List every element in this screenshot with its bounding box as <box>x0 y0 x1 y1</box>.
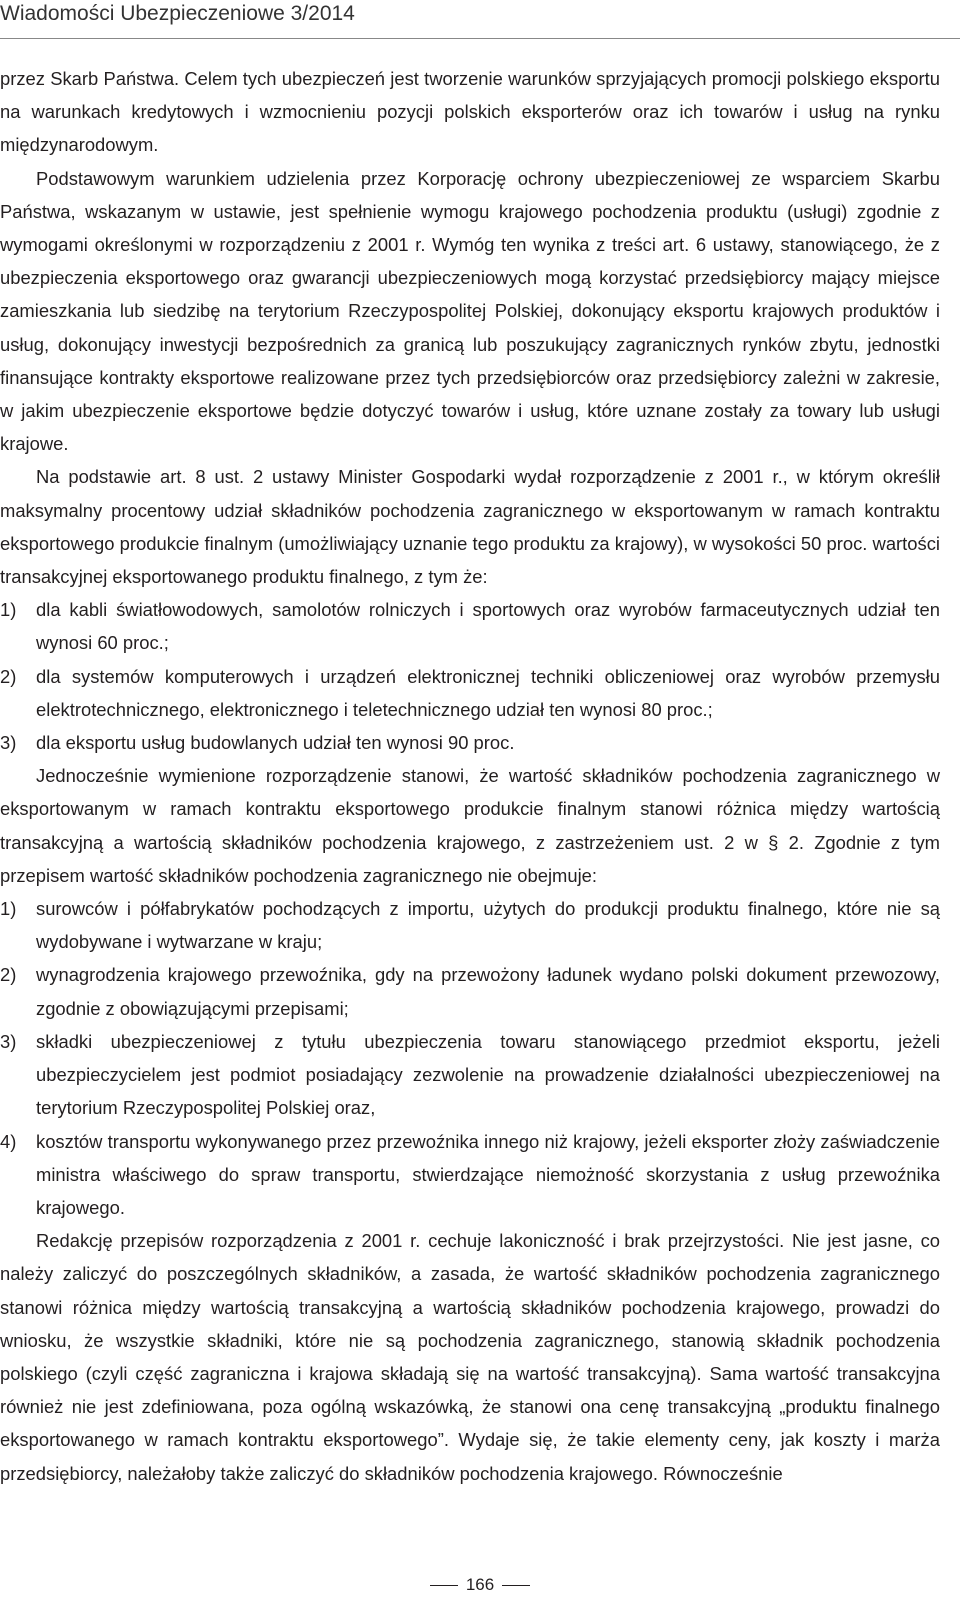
list-item-text: dla systemów komputerowych i urządzeń elektronicznej techniki obliczeniowej oraz wyrobów przemysłu elektrotechnicznego, elektronicznego i teletechnicznego udział ten wynosi 80 proc.; <box>36 665 940 720</box>
list-item-text: kosztów transportu wykonywanego przez przewoźnika innego niż krajowy, jeżeli eksporter złoży zaświadczenie ministra właściwego do spraw transportu, stwierdzające niemożność skorzystania z usług przewoźnika krajowego. <box>36 1130 940 1218</box>
list-item <box>0 593 940 659</box>
paragraph-4: Jednocześnie wymienione rozporządzenie stanowi, że wartość składników pochodzenia zagranicznego w eksportowanym w ramach kontraktu eksportowego produkcie finalnym stanowi różnica między wartością transakcyjną a wartością składników pochodzenia krajowego, z zastrzeżeniem ust. 2 w § 2. Zgodnie z tym przepisem wartość składników pochodzenia zagranicznego nie obejmuje: <box>0 765 940 886</box>
list-item-number: 1) <box>0 599 17 621</box>
percentage-list <box>0 593 940 759</box>
list-item <box>0 726 940 759</box>
list-item-text: surowców i półfabrykatów pochodzących z importu, użytych do produkcji produktu finalnego, które nie są wydobywane i wytwarzane w kraju; <box>36 898 940 953</box>
list-item-number: 2) <box>0 665 17 687</box>
article-body <box>0 62 940 1490</box>
list-item-number: 1) <box>0 898 17 920</box>
paragraph-5: Redakcję przepisów rozporządzenia z 2001 r. cechuje lakoniczność i brak przejrzystości. Nie jest jasne, co należy zaliczyć do poszczególnych składników, a zasada, że wartość składników pochodzenia zagranicznego stanowi różnica między wartością transakcyjną a wartością składników pochodzenia krajowego, prowadzi do wniosku, że wszystkie składniki, które nie są pochodzenia zagranicznego, stanowią składnik pochodzenia polskiego (czyli część zagraniczna i krajowa składają się na wartość transakcyjną). Sama wartość transakcyjna również nie jest zdefiniowana, poza ogólną wskazówką, że stanowi ona cenę transakcyjną „produktu finalnego eksportowanego w ramach kontraktu eksportowego”. Wydaje się, że takie elementy ceny, jak koszty i marża przedsiębiorcy, należałoby także zaliczyć do składników pochodzenia krajowego. Równocześnie <box>0 1230 940 1484</box>
exclusions-list <box>0 892 940 1224</box>
list-item-number: 4) <box>0 1130 17 1152</box>
list-item-text: dla eksportu usług budowlanych udział ten wynosi 90 proc. <box>36 732 515 754</box>
list-item-number: 2) <box>0 964 17 986</box>
footer-dash-left <box>430 1585 458 1586</box>
page-footer <box>0 1574 960 1598</box>
journal-title: Wiadomości Ubezpieczeniowe 3/2014 <box>0 2 355 25</box>
list-item-number: 3) <box>0 1030 17 1052</box>
list-item <box>0 958 940 1024</box>
list-item-text: składki ubezpieczeniowej z tytułu ubezpieczenia towaru stanowiącego przedmiot eksportu, jeżeli ubezpieczycielem jest podmiot posiadający zezwolenie na prowadzenie działalności ubezpieczeniowej na terytorium Rzeczypospolitej Polskiej oraz, <box>36 1030 940 1119</box>
list-item <box>0 892 940 958</box>
list-item-number: 3) <box>0 732 17 754</box>
paragraph-3: Na podstawie art. 8 ust. 2 ustawy Minister Gospodarki wydał rozporządzenie z 2001 r., w którym określił maksymalny procentowy udział składników pochodzenia zagranicznego w eksportowanym w ramach kontraktu eksportowego produkcie finalnym (umożliwiający uznanie tego produktu za krajowy), w wysokości 50 proc. wartości transakcyjnej eksportowanego produktu finalnego, z tym że: <box>0 466 940 588</box>
list-item <box>0 1125 940 1225</box>
list-item <box>0 1025 940 1125</box>
footer-dash-right <box>502 1585 530 1586</box>
page-number: 166 <box>465 1575 495 1594</box>
list-item-text: wynagrodzenia krajowego przewoźnika, gdy na przewożony ładunek wydano polski dokument przewozowy, zgodnie z obowiązującymi przepisami; <box>36 964 940 1019</box>
page-header <box>0 0 960 40</box>
header-divider <box>0 38 960 39</box>
list-item-text: dla kabli światłowodowych, samolotów rolniczych i sportowych oraz wyrobów farmaceutycznych udział ten wynosi 60 proc.; <box>36 599 940 654</box>
list-item <box>0 660 940 726</box>
paragraph-2: Podstawowym warunkiem udzielenia przez Korporację ochrony ubezpieczeniowej ze wsparciem Skarbu Państwa, wskazanym w ustawie, jest spełnienie wymogu krajowego pochodzenia produktu (usługi) zgodnie z wymogami określonymi w rozporządzeniu z 2001 r. Wymóg ten wynika z treści art. 6 ustawy, stanowiącego, że z ubezpieczenia eksportowego oraz gwarancji ubezpieczeniowych mogą korzystać przedsiębiorcy mający miejsce zamieszkania lub siedzibę na terytorium Rzeczypospolitej Polskiej, dokonujący eksportu krajowych produktów i usług, dokonujący inwestycji bezpośrednich za granicą lub poszukujący zagranicznych rynków zbytu, jednostki finansujące kontrakty eksportowe realizowane przez tych przedsiębiorców oraz przedsiębiorcy zależni w zakresie, w jakim ubezpieczenie eksportowe będzie dotyczyć towarów i usług, które uznane zostały za towary lub usługi krajowe. <box>0 167 940 455</box>
paragraph-1: przez Skarb Państwa. Celem tych ubezpieczeń jest tworzenie warunków sprzyjających promocji polskiego eksportu na warunkach kredytowych i wzmocnieniu pozycji polskich eksporterów oraz ich towarów i usług na rynku międzynarodowym. <box>0 68 940 156</box>
